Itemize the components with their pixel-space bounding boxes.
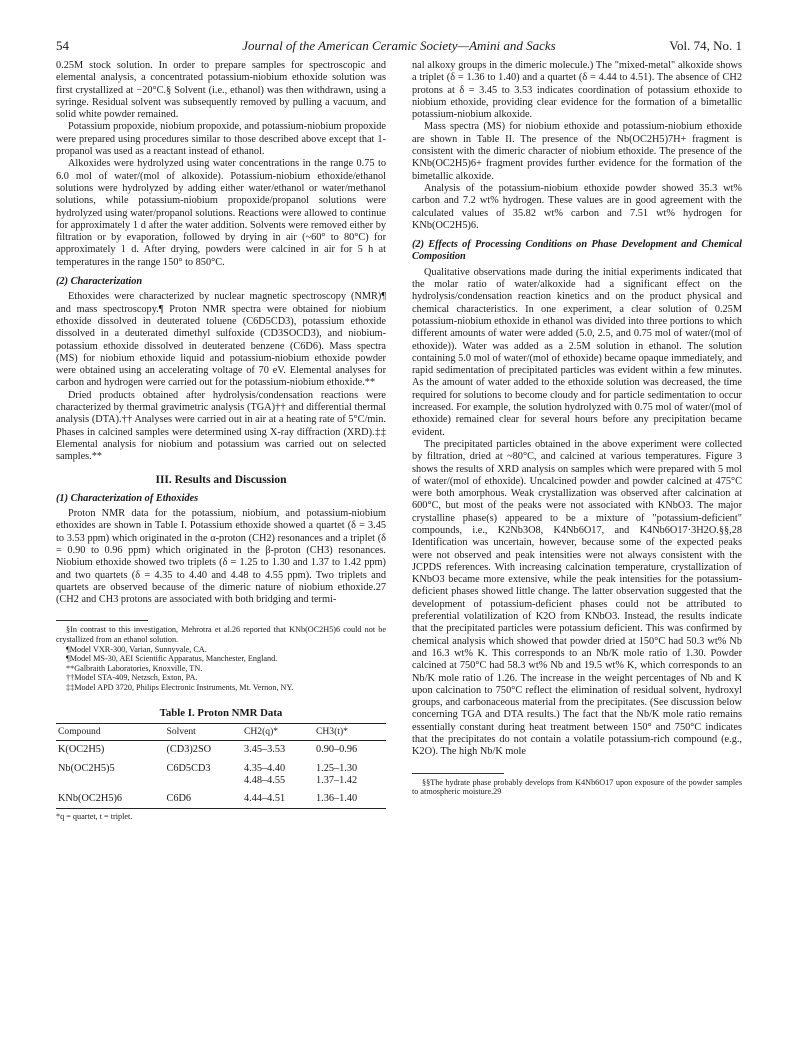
table-cell: 1.25–1.30 1.37–1.42 <box>315 762 358 786</box>
footnote: ††Model STA-409, Netzsch, Exton, PA. <box>66 673 198 683</box>
footnote: §In contrast to this investigation, Mehrotra et al.26 reported that KNb(OC2H5)6 could not be crystallized from an ethanol solution. <box>56 625 386 645</box>
footnote-divider <box>412 773 504 774</box>
subsection-heading: (1) Characterization of Ethoxides <box>56 492 199 504</box>
footnote: §§The hydrate phase probably develops from K4Nb6O17 upon exposure of the powder samples to atmospheric moisture.29 <box>412 777 742 797</box>
page-header <box>56 38 742 58</box>
table-row <box>56 790 386 809</box>
subsection-heading: (2) Characterization <box>56 276 143 288</box>
table-row <box>56 760 386 791</box>
nmr-table <box>56 723 386 809</box>
table-cell: K(OC2H5) <box>58 744 105 756</box>
table-cell: 4.44–4.51 <box>242 790 314 809</box>
table-title: Table I. Proton NMR Data <box>159 706 283 719</box>
table-header: CH3(t)* <box>314 723 386 740</box>
footnote: ‡‡Model APD 3720, Philips Electronic Instruments, Mt. Vernon, NY. <box>66 683 294 693</box>
paragraph: nal alkoxy groups in the dimeric molecule.) The "mixed-metal" alkoxide shows a triplet (δ = 1.36 to 1.40) and a quartet (δ = 4.44 to 4.51). The absence of CH2 protons at δ = 3.45 to 3.53 indicates coordination of potassium ethoxide to niobium ethoxide, providing clear evidence for the formation of a bimetallic potassium-niobium alkoxide. <box>412 60 742 121</box>
left-column <box>56 60 386 824</box>
table-row <box>56 741 386 760</box>
section-heading: III. Results and Discussion <box>155 473 287 486</box>
table-header: CH2(q)* <box>242 723 314 740</box>
page-number: 54 <box>56 38 69 53</box>
table-cell: (CD3)2SO <box>166 744 212 756</box>
paragraph: 0.25M stock solution. In order to prepare samples for spectroscopic and elemental analysis, a concentrated potassium-niobium ethoxide solution was first crystallized at −20°C.§ Solvent (i.e., ethanol) was then withdrawn, using a syringe. Residual solvent was subsequently removed by pulling a vacuum, and solid white powder remained. <box>56 60 386 121</box>
running-title: Journal of the American Ceramic Society—Amini and Sacks <box>242 38 556 53</box>
paragraph: Qualitative observations made during the initial experiments indicated that the molar ratio of water/alkoxide had a significant effect on the hydrolysis/condensation reaction kinetics and on the product physical and chemical characteristics. In one experiment, a clear solution of 0.25M potassium-niobium ethoxide in ethanol was divided into three portions to which different amounts of water were added (5.0, 2.5, and 0.75 mol of water/(mol of ethoxide)). Water was added as a 2.5M solution in ethanol. The solution containing 5.0 mol of water/(mol of ethoxide) became opaque immediately, and rapid sedimentation of precipitated particles was evident within a few minutes. As the amount of water added to the ethoxide solution was decreased, the time required for solutions to become cloudy and for particle sedimentation to occur increased. For example, the solution hydrolyzed with 0.75 mol of water/(mol of ethoxide) remained clear for several hours before any precipitation became evident. <box>412 266 742 438</box>
paragraph: Proton NMR data for the potassium, niobium, and potassium-niobium ethoxides are shown in Table I. Potassium ethoxide showed a quartet (δ = 3.45 to 3.53 ppm) which originated in the α-proton (CH2) resonances and a triplet (δ = 0.90 to 0.96 ppm) which originated in the β-proton (CH3) resonances. Niobium ethoxide showed two triplets (δ = 1.25 to 1.30 and 1.37 to 1.42 ppm) and two quartets (δ = 4.35 to 4.40 and 4.48 to 4.55 ppm). Two triplets and quartets are observed because of the dimeric nature of niobium ethoxide.27 (CH2 and CH3 protons are associated with both bridging and termi- <box>56 508 386 606</box>
table-cell: Nb(OC2H5)5 <box>58 762 115 774</box>
footnote: ¶Model VXR-300, Varian, Sunnyvale, CA. <box>66 644 207 654</box>
table-cell: 1.36–1.40 <box>314 790 386 809</box>
table-footnote: *q = quartet, t = triplet. <box>56 812 133 822</box>
paragraph: Ethoxides were characterized by nuclear magnetic spectroscopy (NMR)¶ and mass spectroscopy.¶ Proton NMR spectra were obtained for niobium ethoxide dissolved in deuterated toluene (C6D5CD3), potassium ethoxide dissolved in a deuterated dimethyl sulfoxide (CD3SOCD3), and niobium-potassium ethoxide dissolved in deuterated benzene (C6D6). Mass spectra (MS) for niobium ethoxide liquid and potassium-niobium ethoxide powder were obtained using an accelerating voltage of 70 eV. Elemental analyses for carbon and hydrogen were carried out for the potassium-niobium ethoxide.** <box>56 291 386 389</box>
right-column <box>412 60 742 797</box>
subsection-heading: (2) Effects of Processing Conditions on Phase Development and Chemical Composition <box>412 239 742 263</box>
table-cell: C6D6 <box>164 790 241 809</box>
table-cell: 0.90–0.96 <box>315 744 358 756</box>
table-cell: C6D5CD3 <box>166 762 211 774</box>
volume-issue: Vol. 74, No. 1 <box>669 38 742 53</box>
paragraph: Potassium propoxide, niobium propoxide, and potassium-niobium propoxide were prepared using procedures similar to those described above except that 1-propanol was used as a reactant instead of ethanol. <box>56 121 386 158</box>
paragraph: Mass spectra (MS) for niobium ethoxide and potassium-niobium ethoxide are shown in Table II. The presence of the Nb(OC2H5)7H+ fragment is consistent with the dimeric character of niobium ethoxide. The presence of the KNb(OC2H5)6+ fragment provides further evidence for the formation of the bimetallic alkoxide. <box>412 121 742 182</box>
table-cell: 3.45–3.53 <box>243 744 286 756</box>
paragraph: Dried products obtained after hydrolysis/condensation reactions were characterized by thermal gravimetric analysis (TGA)†† and differential thermal analysis (DTA).†† Analyses were carried out in air at a heating rate of 5°C/min. Phases in calcined samples were determined using X-ray diffraction (XRD).‡‡ Elemental analysis for niobium and potassium was carried out on selected samples.** <box>56 389 386 463</box>
footnote: ¶Model MS-30, AEI Scientific Apparatus, Manchester, England. <box>66 654 278 664</box>
table-cell: 4.35–4.40 4.48–4.55 <box>243 762 286 786</box>
paragraph: Alkoxides were hydrolyzed using water concentrations in the range 0.75 to 6.0 mol of water/(mol of alkoxide). Potassium-niobium ethoxide/ethanol solutions were hydrolyzed by adding either water/ethanol or water/methanol solutions, while potassium-niobium propoxide/propanol solutions were hydrolyzed using water/propanol solutions. Reactions were allowed to continue for approximately 1 d after the water addition. Solvents were removed either by filtration or by evaporation, followed by drying in air (~60° to 80°C) for approximately 1 d. After drying, powders were calcined in air for 5 h at temperatures in the range 150° to 850°C. <box>56 158 386 268</box>
footnote: **Galbraith Laboratories, Knoxville, TN. <box>66 663 203 673</box>
table-cell: KNb(OC2H5)6 <box>56 790 164 809</box>
table-header: Compound <box>56 723 164 740</box>
footnote-divider <box>56 620 148 621</box>
paragraph: The precipitated particles obtained in the above experiment were collected by filtration, dried at ~80°C, and calcined at various temperatures. Figure 3 shows the results of XRD analysis on samples which were prepared with 5 mol of water/(mol of ethoxide). Uncalcined powder and powder calcined at 475°C were both amorphous. Weak crystallization was observed after calcination at 600°C, but most of the peaks were not associated with KNbO3. The major crystalline phase(s) appeared to be a mixture of "potassium-deficient" compounds, i.e., K2Nb3O8, K4Nb6O17, and K4Nb6O17·3H2O.§§,28 Identification was uncertain, however, because some of the expected peaks were not observed and peak intensities were not always consistent with the JCPDS references. With increasing calcination temperature, crystallization of KNbO3 became more extensive, while the peak intensities for the potassium-deficient phases showed little change. The latter observation suggested that the development of potassium-deficient phases could not be attributed to preferential volatilization of K2O from KNbO3. Instead, the results indicate that the precipitated particles were potassium deficient. This was confirmed by chemical analysis which showed that powder dried at 150°C had 50.3 wt% Nb and 16.3 wt% K. This corresponds to an Nb/K mole ratio of 1.30. Powder calcined at 750°C had 58.3 wt% Nb and 19.5 wt% K, which corresponds to an Nb/K mole ratio of 1.26. The increase in the weight percentages of Nb and K upon calcination to 750°C reflect the elimination of residual solvent, hydroxyl groups, and carbonaceous material from the precipitates. (See discussion below concerning TGA and DTA results.) The fact that the Nb/K mole ratio remains essentially constant during heat treatment between 150° and 750°C indicates that the precipitates do not contain a volatile potassium-rich compound (e.g., K2O). The high Nb/K mole <box>412 438 742 758</box>
paragraph: Analysis of the potassium-niobium ethoxide powder showed 35.3 wt% carbon and 7.2 wt% hydrogen. These values are in good agreement with the calculated values of 35.82 wt% carbon and 7.51 wt% hydrogen for KNb(OC2H5)6. <box>412 182 742 231</box>
table-header: Solvent <box>164 723 241 740</box>
